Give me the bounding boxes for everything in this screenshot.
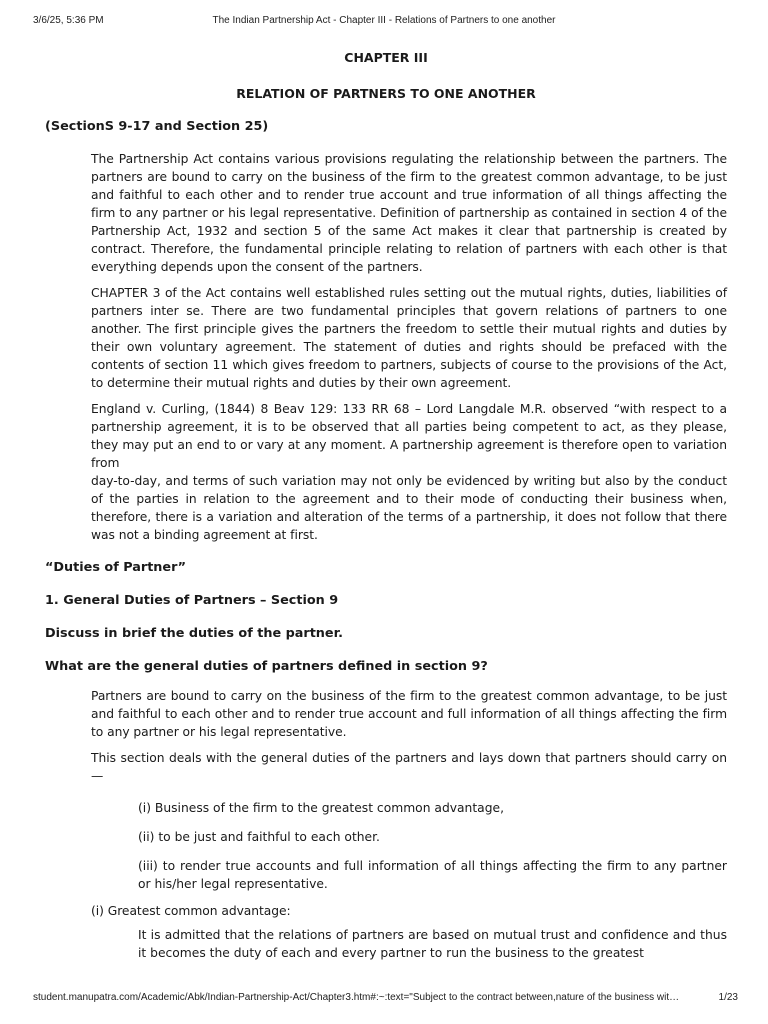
intro-paragraph-2: CHAPTER 3 of the Act contains well established rules setting out the mutual rights, duties, liabilities of partners inter se. There are two fundamental principles that govern relations of partners to one another. The first principle gives the partners the freedom to settle their mutual rights and duties by their own voluntary agreement. The statement of duties and rights should be prefaced with the contents of section 11 which gives freedom to partners, subjects of course to the provisions of the Act, to determine their mutual rights and duties by their own agreement. — [91, 286, 727, 390]
section9-paragraph-2: This section deals with the general duties of the partners and lays down that partners should carry on— — [91, 751, 727, 783]
duties-heading: “Duties of Partner” — [45, 560, 187, 575]
intro-paragraph-4: day-to-day, and terms of such variation may not only be evidenced by writing but also by the conduct of the parties in relation to the agreement and to their mode of conducting their business when, therefore, there is a variation and alteration of the terms of a partnership, it does not follow that there was not a binding agreement at first. — [91, 474, 727, 542]
document-body — [45, 49, 727, 962]
page-number: 1/23 — [718, 992, 738, 1003]
print-header — [0, 15, 768, 31]
greatest-advantage-text: It is admitted that the relations of partners are based on mutual trust and confidence and thus it becomes the duty of each and every partner to run the business to the greatest — [138, 928, 727, 960]
greatest-advantage-label: (i) Greatest common advantage: — [91, 904, 291, 918]
sections-heading: (SectionS 9-17 and Section 25) — [45, 119, 269, 134]
duty-item-3: (iii) to render true accounts and full information of all things affecting the firm to any partner or his/her legal representative. — [138, 859, 727, 891]
print-date: 3/6/25, 5:36 PM — [33, 15, 104, 26]
chapter-title: CHAPTER III — [344, 50, 428, 65]
question-1: Discuss in brief the duties of the partner. — [45, 626, 343, 641]
print-page-title: The Indian Partnership Act - Chapter III - Relations of Partners to one another — [212, 15, 556, 26]
question-2: What are the general duties of partners defined in section 9? — [45, 659, 488, 674]
print-url: student.manupatra.com/Academic/Abk/Indian-Partnership-Act/Chapter3.htm#:~:text="Subject to the contract between,nature of the business wit… — [33, 992, 680, 1003]
intro-paragraph-1: The Partnership Act contains various provisions regulating the relationship between the partners. The partners are bound to carry on the business of the firm to the greatest common advantage, to be just and faithful to each other and to render true account and true information of all things affecting the firm to any partner or his legal representative. Definition of partnership as contained in section 4 of the Partnership Act, 1932 and section 5 of the same Act makes it clear that partnership is created by contract. Therefore, the fundamental principle relating to relation of partners with each other is that everything depends upon the consent of the partners. — [91, 152, 727, 274]
section9-paragraph-1: Partners are bound to carry on the business of the firm to the greatest common advantage, to be just and faithful to each other and to render true account and full information of all things affecting the firm to any partner or his legal representative. — [91, 689, 727, 739]
duty-item-1: (i) Business of the firm to the greatest common advantage, — [138, 801, 504, 815]
duty-item-2: (ii) to be just and faithful to each other. — [138, 830, 380, 844]
chapter-subtitle: RELATION OF PARTNERS TO ONE ANOTHER — [236, 86, 536, 101]
print-footer — [0, 992, 768, 1008]
section9-heading: 1. General Duties of Partners – Section 9 — [45, 593, 339, 608]
intro-paragraph-3: England v. Curling, (1844) 8 Beav 129: 133 RR 68 – Lord Langdale M.R. observed “with respect to a partnership agreement, it is to be observed that all parties being competent to act, as they please, they may put an end to or vary at any moment. A partnership agreement is therefore open to variation from — [91, 402, 727, 470]
